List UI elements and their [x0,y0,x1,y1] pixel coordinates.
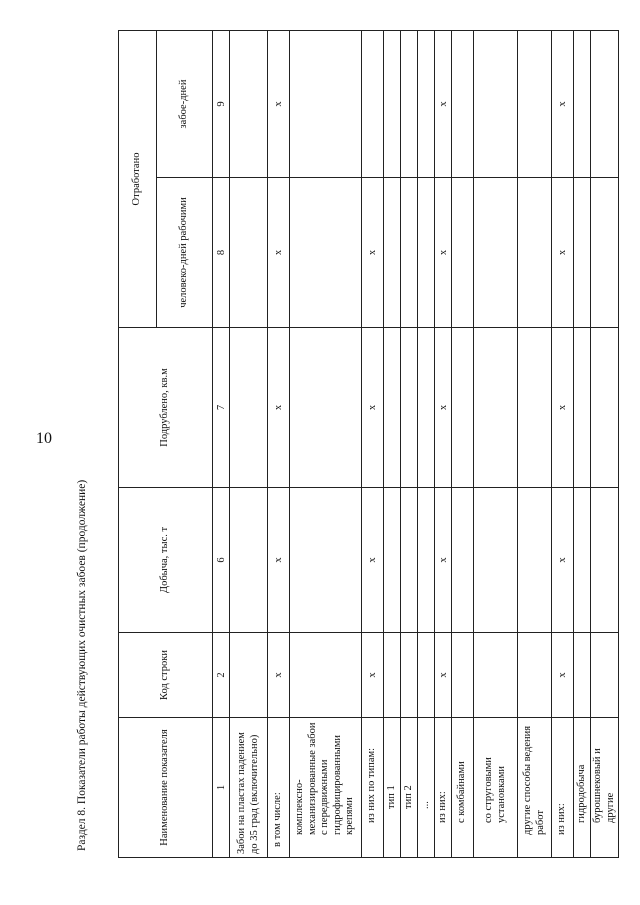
cell-undercut [290,328,362,488]
cell-undercut: x [435,328,452,488]
cell-undercut: x [552,328,574,488]
table-row [401,30,418,857]
cell-man-days [230,178,268,328]
header-mined: Добыча, тыс. т [119,488,213,633]
table-row [574,30,591,857]
row-label: бурошнековый и другие [591,718,619,858]
cell-undercut [401,328,418,488]
row-label: гидродобыча [574,718,591,858]
cell-undercut [418,328,435,488]
cell-code [574,633,591,718]
table-row [384,30,401,857]
cell-code [518,633,552,718]
row-label: со струговыми установками [474,718,518,858]
table-container [118,31,616,858]
header-man-days: человеко-дней рабочими [157,178,213,328]
cell-mined [474,488,518,633]
row-label: другие способы ведения работ [518,718,552,858]
cell-man-days [518,178,552,328]
cell-code: x [362,633,384,718]
header-face-days: забое-дней [157,30,213,177]
cell-code: x [552,633,574,718]
cell-code [230,633,268,718]
cell-undercut [230,328,268,488]
table-row [474,30,518,857]
row-label: ... [418,718,435,858]
cell-mined: x [552,488,574,633]
row-label: тип 2 [401,718,418,858]
row-label: комплексно-механизированные забои с передвижными гидрофицированными крепями [290,718,362,858]
cell-mined [574,488,591,633]
cell-man-days: x [435,178,452,328]
cell-face-days [362,30,384,177]
cell-mined [418,488,435,633]
cell-code [290,633,362,718]
cell-man-days [574,178,591,328]
table-row [452,30,474,857]
cell-undercut [452,328,474,488]
cell-man-days [290,178,362,328]
cell-code [591,633,619,718]
column-number: 7 [213,328,230,488]
column-number: 9 [213,30,230,177]
table-row [362,30,384,857]
row-label: из них: [552,718,574,858]
cell-mined [230,488,268,633]
cell-face-days [290,30,362,177]
cell-code [474,633,518,718]
table-body [230,30,619,857]
header-worked: Отработано [119,30,157,327]
column-number: 8 [213,178,230,328]
cell-man-days [384,178,401,328]
cell-face-days: x [552,30,574,177]
row-label: тип 1 [384,718,401,858]
cell-code [452,633,474,718]
cell-mined [452,488,474,633]
cell-undercut [591,328,619,488]
cell-undercut [474,328,518,488]
cell-code [401,633,418,718]
cell-code: x [435,633,452,718]
cell-face-days [230,30,268,177]
cell-face-days [518,30,552,177]
cell-man-days: x [268,178,290,328]
cell-mined [290,488,362,633]
cell-mined: x [268,488,290,633]
table-row [435,30,452,857]
cell-code [418,633,435,718]
cell-face-days [401,30,418,177]
table-row [591,30,619,857]
cell-man-days [452,178,474,328]
column-number: 6 [213,488,230,633]
cell-mined [591,488,619,633]
column-numbers-row [213,30,230,857]
row-label: в том числе: [268,718,290,858]
section-title: Раздел 8. Показатели работы действующих очистных забоев (продолжение) [76,479,88,851]
row-label: Забои на пластах падением до 35 град (включительно) [230,718,268,858]
table-row [290,30,362,857]
cell-mined: x [362,488,384,633]
header-code: Код строки [119,633,213,718]
indicators-table [118,30,619,858]
cell-man-days [418,178,435,328]
column-number: 1 [213,718,230,858]
row-label: из них: [435,718,452,858]
cell-face-days [384,30,401,177]
header-name: Наименование показателя [119,718,213,858]
cell-face-days [574,30,591,177]
cell-face-days [474,30,518,177]
cell-face-days: x [268,30,290,177]
cell-man-days: x [552,178,574,328]
cell-mined: x [435,488,452,633]
cell-undercut [518,328,552,488]
cell-man-days: x [362,178,384,328]
row-label: с комбайнами [452,718,474,858]
page-number: 10 [36,430,52,447]
cell-code: x [268,633,290,718]
cell-undercut [384,328,401,488]
cell-mined [518,488,552,633]
cell-undercut: x [268,328,290,488]
table-row [268,30,290,857]
cell-face-days [418,30,435,177]
table-row [230,30,268,857]
cell-man-days [474,178,518,328]
cell-man-days [401,178,418,328]
column-number: 2 [213,633,230,718]
cell-mined [401,488,418,633]
cell-face-days: x [435,30,452,177]
cell-man-days [591,178,619,328]
table-row [552,30,574,857]
cell-code [384,633,401,718]
table-row [518,30,552,857]
cell-undercut: x [362,328,384,488]
cell-face-days [452,30,474,177]
header-undercut: Подрублено, кв.м [119,328,213,488]
table-row [418,30,435,857]
cell-mined [384,488,401,633]
cell-face-days [591,30,619,177]
row-label: из них по типам: [362,718,384,858]
cell-undercut [574,328,591,488]
